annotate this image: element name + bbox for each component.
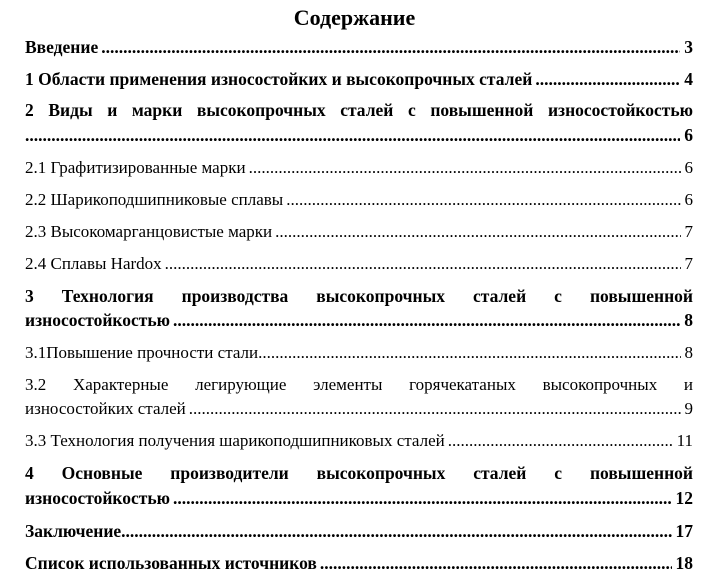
toc-page-number: 7 bbox=[684, 254, 693, 273]
toc-entry-section-2-line2[interactable] bbox=[25, 124, 693, 147]
toc-page-number: 8 bbox=[684, 310, 693, 330]
toc-page-number: 6 bbox=[684, 125, 693, 145]
dot-leader bbox=[173, 309, 680, 332]
toc-entry-text: 2.3 Высокомарганцовистые марки bbox=[25, 222, 273, 241]
toc-entry-section-4-line1[interactable]: 4 Основные производители высокопрочных сталей с повышенной bbox=[25, 463, 693, 483]
dot-leader bbox=[189, 397, 681, 420]
toc-entry-text: 3.1Повышение прочности стали bbox=[25, 343, 259, 362]
toc-page-number: 17 bbox=[675, 521, 693, 541]
toc-entry-section-2-1[interactable] bbox=[25, 156, 693, 179]
toc-entry-text: износостойких сталей bbox=[25, 399, 186, 418]
toc-entry-section-2-3[interactable] bbox=[25, 220, 693, 243]
dot-leader bbox=[165, 252, 681, 275]
toc-page-number: 3 bbox=[684, 37, 693, 57]
dot-leader bbox=[448, 429, 673, 452]
toc-page-number: 9 bbox=[684, 399, 693, 418]
toc-page-number: 8 bbox=[684, 343, 693, 362]
dot-leader bbox=[25, 124, 680, 147]
toc-entry-section-3-3[interactable] bbox=[25, 429, 693, 452]
toc-entry-text: Заключение bbox=[25, 521, 122, 541]
toc-entry-text: Список использованных источников bbox=[25, 553, 317, 573]
toc-entry-sources[interactable] bbox=[25, 552, 693, 575]
toc-entry-text: 2.2 Шарикоподшипниковые сплавы bbox=[25, 190, 284, 209]
dot-leader bbox=[258, 341, 680, 364]
dot-leader bbox=[286, 188, 680, 211]
toc-entry-section-3-2-line1[interactable]: 3.2 Характерные легирующие элементы горячекатаных высокопрочных и bbox=[25, 375, 693, 394]
toc-entry-section-3-line1[interactable]: 3 Технология производства высокопрочных сталей с повышенной bbox=[25, 286, 693, 306]
toc-entry-section-2-line1[interactable]: 2 Виды и марки высокопрочных сталей с повышенной износостойкостью bbox=[25, 100, 693, 120]
toc-entry-section-2-2[interactable] bbox=[25, 188, 693, 211]
toc-entry-section-3-2-line2[interactable] bbox=[25, 397, 693, 420]
toc-page-number: 7 bbox=[684, 222, 693, 241]
toc-entry-section-4-line2[interactable] bbox=[25, 487, 693, 510]
toc-page-number: 6 bbox=[684, 190, 693, 209]
dot-leader bbox=[173, 487, 671, 510]
toc-entry-text: износостойкостью bbox=[25, 488, 171, 508]
toc-entry-intro[interactable] bbox=[25, 36, 693, 59]
dot-leader bbox=[121, 520, 671, 543]
toc-page-number: 12 bbox=[675, 488, 693, 508]
toc-entry-conclusion[interactable] bbox=[25, 520, 693, 543]
toc-page-number: 11 bbox=[676, 431, 693, 450]
toc-entry-section-2-4[interactable] bbox=[25, 252, 693, 275]
toc-entry-text: износостойкостью bbox=[25, 310, 171, 330]
toc-entry-section-1[interactable] bbox=[25, 68, 693, 91]
toc-page-number: 6 bbox=[684, 158, 693, 177]
toc-page-number: 4 bbox=[684, 69, 693, 89]
dot-leader bbox=[320, 552, 672, 575]
toc-page-number: 18 bbox=[675, 553, 693, 573]
dot-leader bbox=[275, 220, 680, 243]
toc-entry-text: 2.4 Сплавы Hardox bbox=[25, 254, 162, 273]
toc-entry-text: 2.1 Графитизированные марки bbox=[25, 158, 246, 177]
toc-entry-section-3-1[interactable] bbox=[25, 341, 693, 364]
toc-entry-text: 1 Области применения износостойких и высокопрочных сталей bbox=[25, 69, 533, 89]
dot-leader bbox=[535, 68, 680, 91]
toc-entry-section-3-line2[interactable] bbox=[25, 309, 693, 332]
toc-title: Содержание bbox=[293, 5, 416, 30]
dot-leader bbox=[249, 156, 681, 179]
toc-entry-text: 3.3 Технология получения шарикоподшипниковых сталей bbox=[25, 431, 445, 450]
toc-entry-text: Введение bbox=[25, 37, 99, 57]
dot-leader bbox=[101, 36, 680, 59]
